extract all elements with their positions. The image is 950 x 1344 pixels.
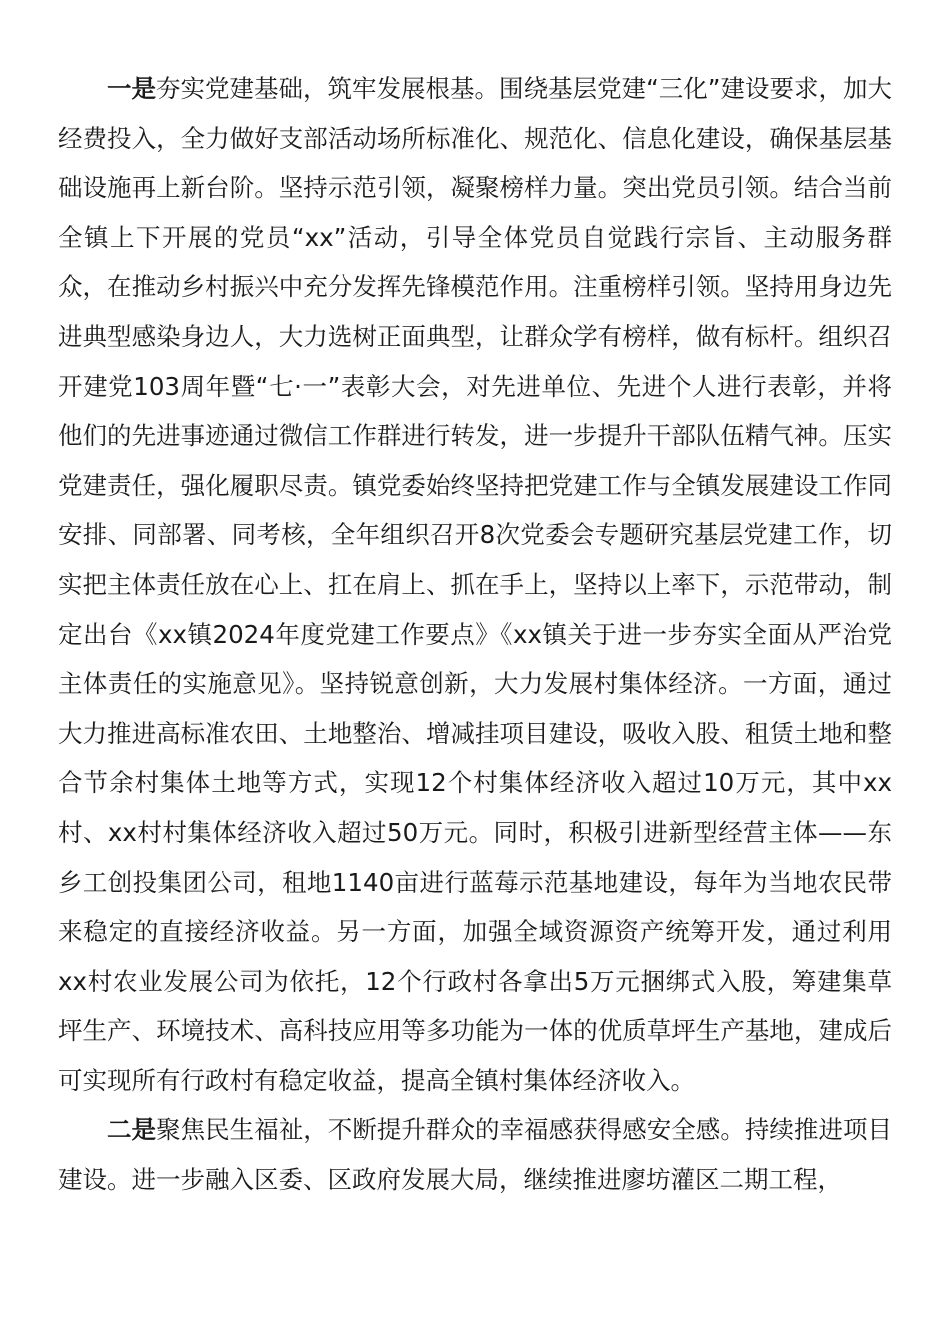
paragraph-2-text: 聚焦民生福祉，不断提升群众的幸福感获得感安全感。持续推进项目建设。进一步融入区委、区政府发展大局，继续推进廖坊灌区二期工程， — [58, 1115, 893, 1195]
paragraph-1 — [58, 64, 892, 1105]
paragraph-2 — [58, 1105, 892, 1204]
paragraph-1-lead: 一是 — [107, 74, 157, 103]
paragraph-2-lead: 二是 — [107, 1115, 157, 1145]
paragraph-1-text: 夯实党建基础，筑牢发展根基。围绕基层党建“三化”建设要求，加大经费投入，全力做好支部活动场所标准化、规范化、信息化建设，确保基层基础设施再上新台阶。坚持示范引领，凝聚榜样力量。突出党员引领。结合当前全镇上下开展的党员“xx”活动，引导全体党员自觉践行宗旨、主动服务群众，在推动乡村振兴中充分发挥先锋模范作用。注重榜样引领。坚持用身边先进典型感染身边人，大力选树正面典型，让群众学有榜样，做有标杆。组织召开建党103周年暨“七·一”表彰大会，对先进单位、先进个人进行表彰，并将他们的先进事迹通过微信工作群进行转发，进一步提升干部队伍精气神。压实党建责任，强化履职尽责。镇党委始终坚持把党建工作与全镇发展建设工作同安排、同部署、同考核，全年组织召开8次党委会专题研究基层党建工作，切实把主体责任放在心上、扛在肩上、抓在手上，坚持以上率下，示范带动，制定出台《xx镇2024年度党建工作要点》《xx镇关于进一步夯实全面从严治党主体责任的实施意见》。坚持锐意创新，大力发展村集体经济。一方面，通过大力推进高标准农田、土地整治、增减挂项目建设，吸收入股、租赁土地和整合节余村集体土地等方式，实现12个村集体经济收入超过10万元，其中xx村、xx村村集体经济收入超过50万元。同时，积极引进新型经营主体——东乡工创投集团公司，租地1140亩进行蓝莓示范基地建设，每年为当地农民带来稳定的直接经济收益。另一方面，加强全域资源资产统筹开发，通过利用xx村农业发展公司为依托，12个行政村各拿出5万元捆绑式入股，筹建集草坪生产、环境技术、高科技应用等多功能为一体的优质草坪生产基地，建成后可实现所有行政村有稳定收益，提高全镇村集体经济收入。 — [58, 74, 893, 1095]
document-body — [58, 64, 892, 1205]
